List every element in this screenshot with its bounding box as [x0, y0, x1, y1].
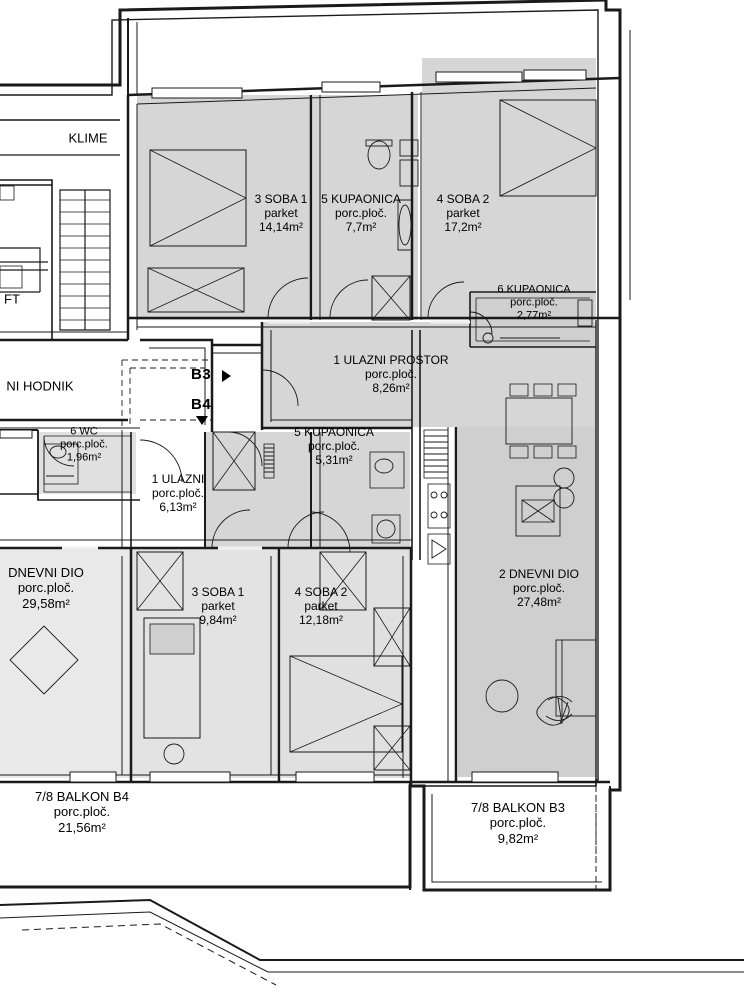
- room-area: 21,56m²: [58, 819, 106, 835]
- room-name: 4 SOBA 2: [294, 584, 348, 599]
- room-finish: parket: [304, 598, 338, 613]
- room-area: 6,13m²: [159, 500, 197, 515]
- room-finish: porc.ploč.: [53, 804, 111, 820]
- annotation-klime-line1: KLIME: [68, 130, 108, 146]
- annotation-hodnik-line1: NI HODNIK: [6, 378, 74, 394]
- room-finish: parket: [264, 205, 298, 220]
- room-name: 1 ULAZNI PROSTOR: [333, 352, 449, 367]
- room-area: 27,48m²: [516, 595, 562, 610]
- room-name: 5 KUPAONICA: [294, 424, 374, 439]
- unit-tag-b4-arrow-icon: [196, 416, 208, 425]
- room-finish: porc.ploč.: [510, 296, 558, 309]
- room-area: 9,84m²: [199, 613, 237, 628]
- room-name: 3 SOBA 1: [191, 584, 245, 599]
- room-finish: porc.ploč.: [334, 205, 388, 220]
- room-finish: porc.ploč.: [151, 485, 205, 500]
- room-name: DNEVNI DIO: [8, 565, 84, 581]
- room-finish: porc.ploč.: [512, 580, 566, 595]
- room-area: 1,96m²: [66, 451, 102, 464]
- room-area: 14,14m²: [258, 220, 304, 235]
- room-area: 5,31m²: [315, 453, 353, 468]
- room-name: 2 DNEVNI DIO: [498, 566, 580, 581]
- room-area: 29,58m²: [22, 595, 70, 611]
- room-name: 5 KUPAONICA: [321, 191, 401, 206]
- room-finish: porc.ploč.: [307, 438, 361, 453]
- room-name: 1 ULAZNI: [151, 471, 205, 486]
- unit-tag-b3-arrow-icon: [222, 370, 231, 382]
- room-name: 3 SOBA 1: [254, 191, 308, 206]
- annotation-lift-line1: FT: [4, 291, 20, 307]
- room-finish: porc.ploč.: [489, 815, 547, 831]
- unit-tag-b4: [191, 396, 211, 413]
- room-area: 7,7m²: [345, 220, 377, 235]
- room-area: 12,18m²: [298, 613, 344, 628]
- unit-tag-b3: [191, 366, 211, 383]
- room-finish: porc.ploč.: [364, 366, 418, 381]
- unit-tag-b4-label: B4: [191, 396, 212, 413]
- unit-tag-b3-label: B3: [191, 366, 212, 383]
- room-area: 2,77m²: [516, 309, 552, 322]
- room-name: 6 WC: [70, 425, 98, 438]
- room-area: 17,2m²: [444, 220, 482, 235]
- room-name: 6 KUPAONICA: [497, 283, 571, 296]
- room-name: 7/8 BALKON B4: [35, 789, 129, 805]
- room-name: 7/8 BALKON B3: [471, 800, 565, 816]
- room-area: 8,26m²: [372, 381, 410, 396]
- room-finish: parket: [446, 205, 480, 220]
- room-finish: parket: [201, 598, 235, 613]
- room-finish: porc.ploč.: [17, 580, 75, 596]
- room-name: 4 SOBA 2: [436, 191, 490, 206]
- room-area: 9,82m²: [497, 830, 539, 846]
- room-finish: porc.ploč.: [60, 438, 108, 451]
